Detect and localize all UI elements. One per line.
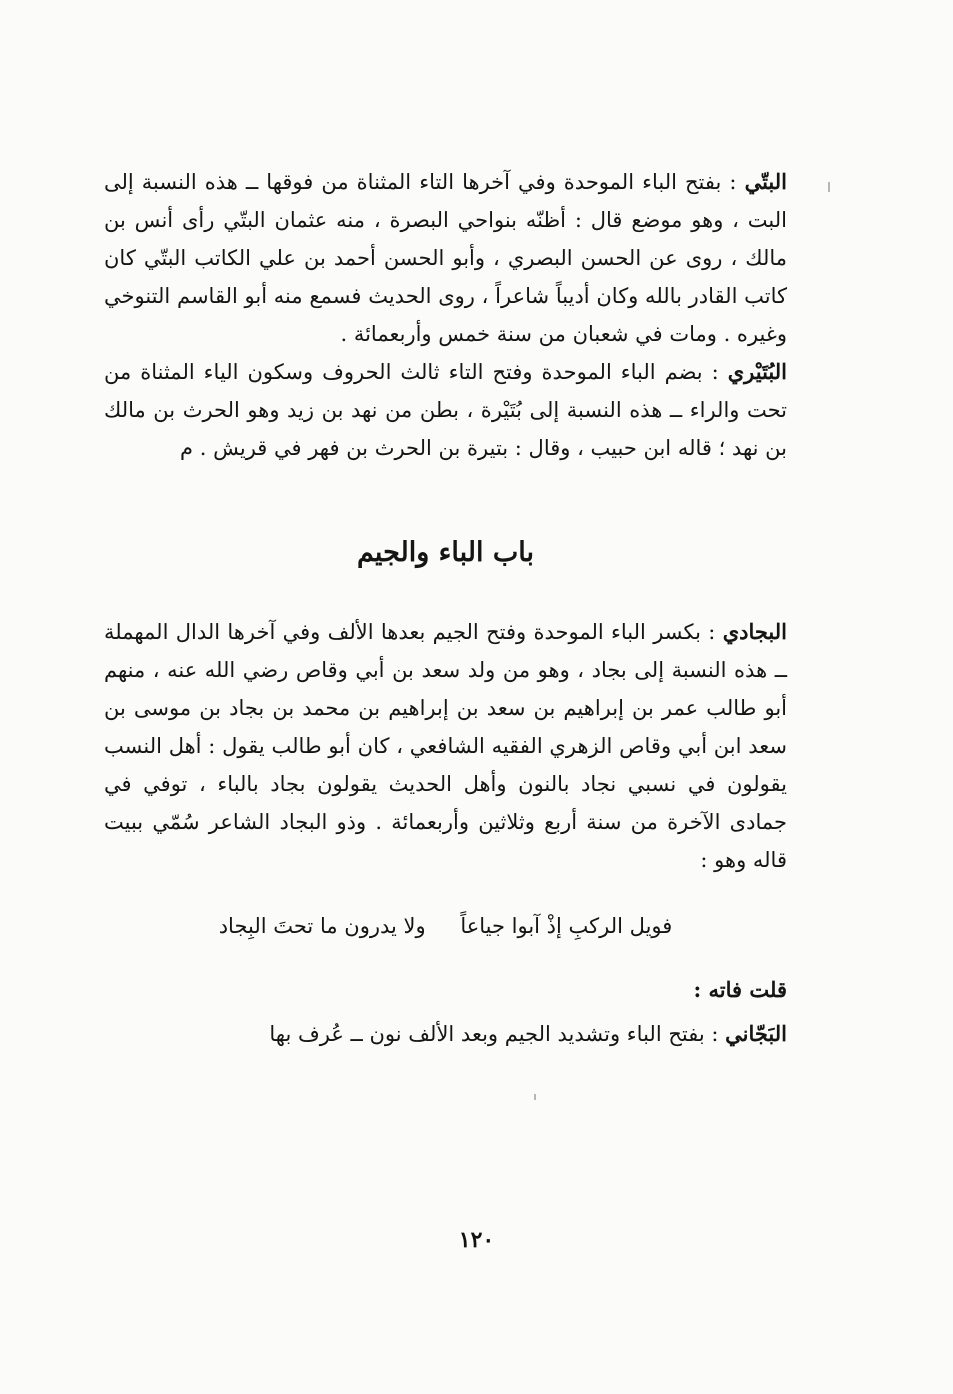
document-page [104,163,787,1273]
entry-head: البتّي [744,169,787,194]
entry-head: البُتَيْري [727,359,787,384]
entry-body: : بضم الباء الموحدة وفتح التاء ثالث الحروف وسكون الياء المثناة من تحت والراء ــ هذه النسبة إلى بُتَيْرة ، بطن من نهد بن زيد وهو الحرث بن مالك بن نهد ؛ قاله ابن حبيب ، وقال : بتيرة بن الحرث بن فهر في قريش . م [104,360,787,460]
entry-albijadi [104,613,787,879]
entry-albajjani [104,1015,787,1053]
entry-body: : بفتح الباء الموحدة وفي آخرها التاء المثناة من فوقها ــ هذه النسبة إلى البت ، وهو موضع قال : أظنّه بنواحي البصرة ، منه عثمان البتّي رأى أنس بن مالك ، روى عن الحسن البصري ، وأبو الحسن أحمد بن علي الكاتب البتّي كان كاتب القادر بالله وكان أديباً شاعراً ، روى الحديث فسمع منه أبو القاسم التنوخي وغيره . ومات في شعبان من سنة خمس وأربعمائة . [104,170,787,346]
page-number: ١٢٠ [458,1227,495,1253]
section-heading: باب الباء والجيم [356,537,535,568]
entry-body: : بكسر الباء الموحدة وفتح الجيم بعدها الألف وفي آخرها الدال المهملة ــ هذه النسبة إلى بجاد ، وهو من ولد سعد بن أبي وقاص رضي الله عنه ، منهم أبو طالب عمر بن إبراهيم بن سعد بن إبراهيم بن محمد بن بجاد بن موسى بن سعد ابن أبي وقاص الزهري الفقيه الشافعي ، كان أبو طالب يقول : أهل النسب يقولون في نسبي نجاد بالنون وأهل الحديث يقولون بجاد بالباء ، توفي في جمادى الآخرة من سنة أربع وثلاثين وأربعمائة . وذو البجاد الشاعر سُمّي ببيت قاله وهو : [104,620,787,872]
scan-speck [534,1094,536,1100]
entry-albatti [104,163,787,353]
entry-head: البَجّاني [725,1021,787,1046]
entry-body: : بفتح الباء وتشديد الجيم وبعد الألف نون ــ عُرف بها [269,1022,726,1046]
scan-speck [828,182,830,192]
verse-line [104,907,787,945]
verse-first-hemistich: فويل الركبِ إذْ آبوا جياعاً [460,914,673,938]
entry-head: البجادي [722,619,787,644]
entry-albutayri [104,353,787,467]
remark-line: قلت فاته : [693,977,787,1002]
verse-second-hemistich: ولا يدرون ما تحتَ البِجاد [218,914,426,938]
